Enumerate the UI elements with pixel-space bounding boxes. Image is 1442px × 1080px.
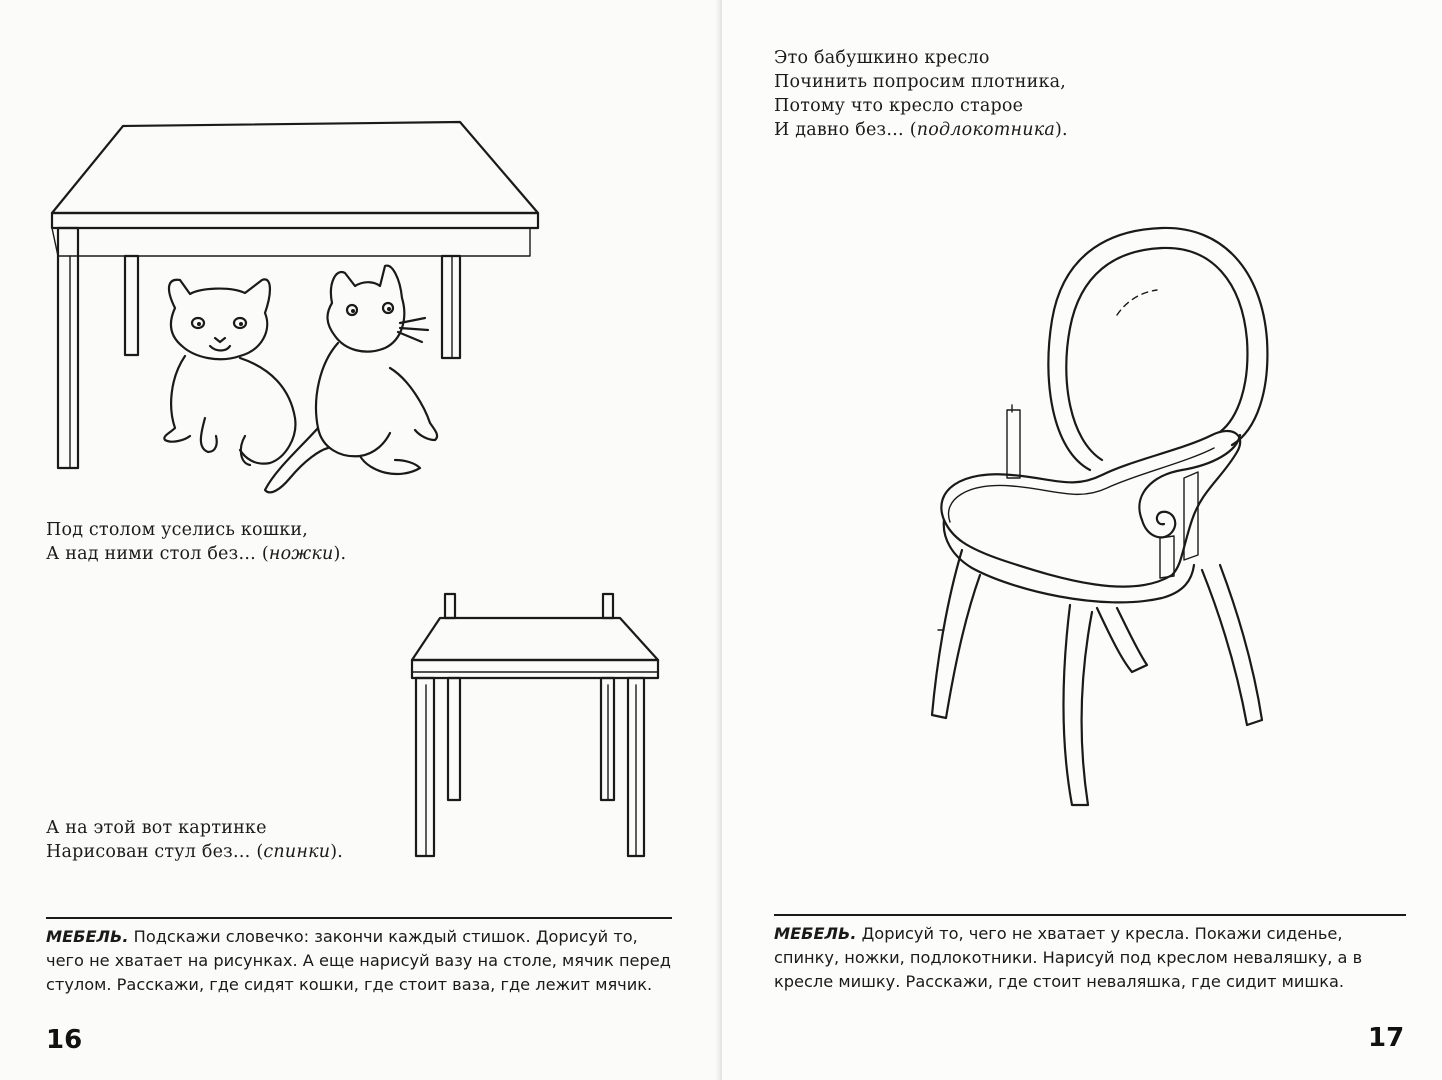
divider: [774, 914, 1406, 916]
poem-line: [46, 542, 346, 566]
page-number: 17: [1368, 1023, 1405, 1053]
poem-line: Починить попросим плотника,: [774, 72, 1067, 92]
poem-line: [774, 118, 1068, 142]
poem-text: Нарисован стул без… (: [46, 842, 264, 862]
instructions-line: спинку, ножки, подлокотники. Нарисуй под креслом неваляшку, а в: [774, 948, 1363, 967]
instructions-text: Подскажи словечко: закончи каждый стишок. Дорисуй то,: [128, 927, 638, 946]
poem-line: А на этой вот картинке: [46, 818, 267, 838]
poem-line: [46, 840, 343, 864]
instructions-line: стулом. Расскажи, где сидят кошки, где стоит ваза, где лежит мячик.: [46, 975, 653, 994]
poem-text: ).: [1055, 120, 1068, 140]
poem-text: ).: [330, 842, 343, 862]
poem-chair: [46, 816, 343, 864]
instructions-line: чего не хватает на рисунках. А еще нарисуй вазу на столе, мячик перед: [46, 951, 671, 970]
instructions-line: кресле мишку. Расскажи, где стоит неваляшка, где сидит мишка.: [774, 972, 1345, 991]
poem-answer: спинки: [263, 842, 331, 862]
right-page: [722, 0, 1442, 1080]
poem-text: А над ними стол без… (: [46, 544, 269, 564]
kitten-left: [164, 279, 295, 465]
instructions-heading: МЕБЕЛЬ.: [774, 924, 857, 943]
poem-armchair: [774, 46, 1068, 142]
poem-answer: ножки: [268, 544, 334, 564]
table-with-cats-illustration: [40, 118, 550, 508]
poem-answer: подлокотника: [916, 120, 1056, 140]
poem-line: Потому что кресло старое: [774, 96, 1024, 116]
kitten-right: [265, 266, 437, 493]
poem-text: ).: [333, 544, 347, 564]
instructions-line: [46, 925, 672, 949]
instructions-line: [774, 922, 1406, 946]
instructions-text: Дорисуй то, чего не хватает у кресла. Покажи сиденье,: [856, 924, 1343, 943]
left-page: [0, 0, 720, 1080]
chair-illustration: [408, 590, 663, 865]
armchair-illustration: [902, 220, 1282, 810]
page-number: 16: [46, 1025, 83, 1055]
poem-line: Это бабушкино кресло: [774, 48, 990, 68]
poem-table: [46, 518, 346, 566]
instructions-left: [46, 925, 672, 997]
poem-text: И давно без… (: [774, 120, 917, 140]
divider: [46, 917, 672, 919]
poem-line: Под столом уселись кошки,: [46, 520, 309, 540]
instructions-right: [774, 922, 1406, 994]
instructions-heading: МЕБЕЛЬ.: [46, 927, 129, 946]
